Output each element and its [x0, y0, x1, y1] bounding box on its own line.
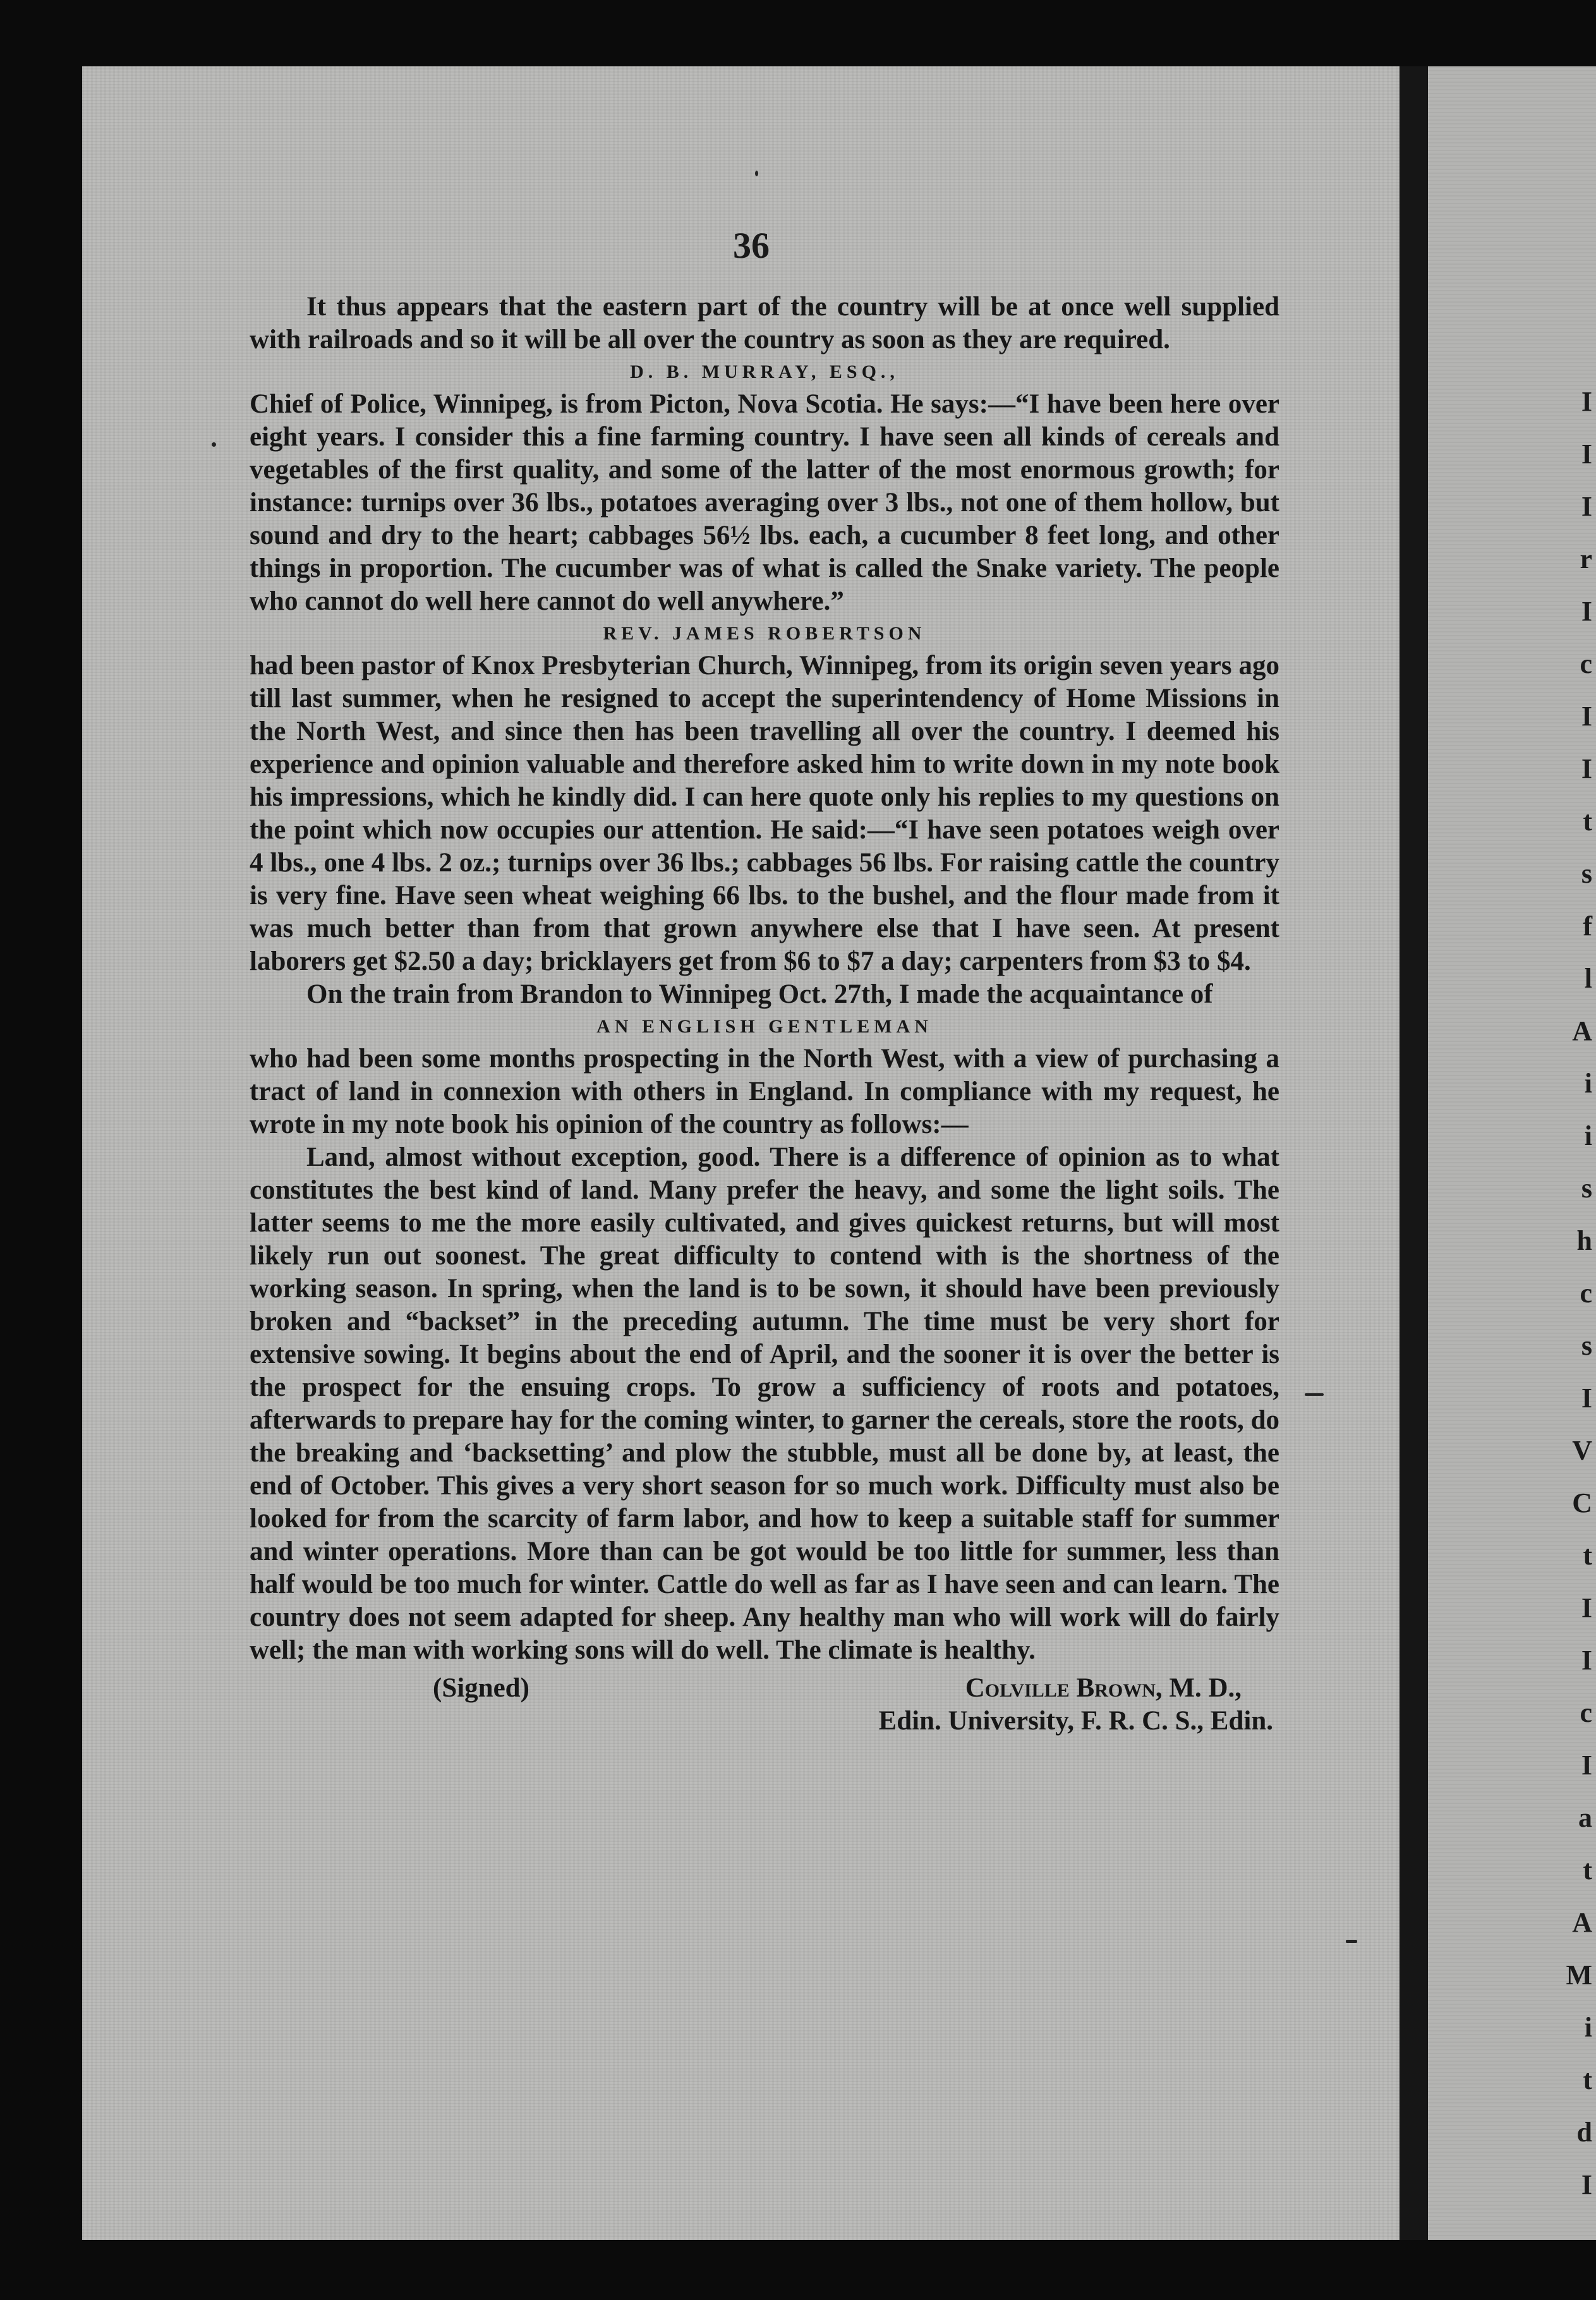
facing-page-letter: I	[1581, 701, 1592, 732]
facing-page-letter: i	[1584, 1068, 1592, 1099]
facing-page-letter: A	[1572, 1015, 1592, 1046]
facing-page-edge	[1428, 66, 1596, 2240]
facing-page-letter: I	[1581, 753, 1592, 784]
facing-page-letter: s	[1581, 858, 1592, 889]
section-heading: REV. JAMES ROBERTSON	[603, 623, 926, 644]
facing-page-letter: a	[1578, 1802, 1592, 1833]
paragraph: had been pastor of Knox Presbyterian Church, Winnipeg, from its origin seven years ago till last summer, when he resigned to accept the superintendency of Home Missions in the North West, and since then has been travelling all over the country. I deemed his experience and opinion valuable and therefore asked him to write down in my note book his impressions, which he kindly did. I can here quote only his replies to my questions on the point which now occupies our attention. He said:—“I have seen potatoes weigh over 4 lbs., one 4 lbs. 2 oz.; turnips over 36 lbs.; cabbages 56 lbs. For raising cattle the country is very fine. Have seen wheat weighing 66 lbs. to the bushel, and the flour made from it was much better than from that grown anywhere else that I have seen. At present laborers get $2.50 a day; bricklayers get from $6 to $7 a day; carpenters from $3 to $4.	[250, 651, 1279, 976]
facing-page-letter: r	[1580, 543, 1592, 574]
facing-page-letter: t	[1583, 1855, 1592, 1885]
signed-label: (Signed)	[433, 1673, 529, 1703]
facing-page-letter: I	[1581, 439, 1592, 469]
facing-page-letter: I	[1581, 1383, 1592, 1413]
paragraph: Chief of Police, Winnipeg, is from Picton, Nova Scotia. He says:—“I have been here over eight years. I consider this a fine farming country. I have seen all kinds of cereals and vegetables of the first quality, and some of the latter of the most enormous growth; for instance: turnips over 36 lbs., potatoes averaging over 3 lbs., not one of them hollow, but sound and dry to the heart; cabbages 56½ lbs. each, a cucumber 8 feet long, and other things in proportion. The cucumber was of what is called the Snake variety. The people who cannot do well here cannot do well anywhere.”	[250, 389, 1279, 616]
print-speck	[212, 442, 216, 447]
facing-page-letter: f	[1583, 911, 1592, 941]
facing-page-letter: I	[1581, 1592, 1592, 1623]
facing-page-letter: I	[1581, 386, 1592, 417]
facing-page-letter: I	[1581, 1645, 1592, 1676]
facing-page-letter: s	[1581, 1330, 1592, 1361]
facing-page-letter: c	[1580, 648, 1592, 679]
signature-block	[250, 1672, 1279, 1741]
signatory-credentials: Edin. University, F. R. C. S., Edin.	[878, 1706, 1273, 1736]
page-number: 36	[733, 225, 770, 266]
facing-page-letter: C	[1572, 1487, 1592, 1518]
pencil-mark	[1305, 1393, 1324, 1396]
paragraph: On the train from Brandon to Winnipeg Oct. 27th, I made the acquaintance of	[306, 979, 1213, 1009]
facing-page-letter: A	[1572, 1907, 1592, 1938]
facing-page-letter: t	[1583, 2064, 1592, 2095]
facing-page-letter: I	[1581, 2169, 1592, 2200]
book-gutter	[1400, 66, 1428, 2240]
facing-page-letter: I	[1581, 596, 1592, 627]
pencil-mark	[1346, 1940, 1357, 1943]
facing-page-letters	[1428, 66, 1596, 2240]
facing-page-letter: I	[1581, 491, 1592, 522]
signatory-name: Colville Brown, M. D.,	[965, 1673, 1242, 1703]
facing-page-letter: i	[1584, 1120, 1592, 1151]
facing-page-letter: I	[1581, 1750, 1592, 1781]
facing-page-letter: c	[1580, 1697, 1592, 1728]
facing-page-letter: d	[1576, 2117, 1592, 2148]
section-heading: D. B. MURRAY, ESQ.,	[630, 361, 899, 382]
facing-page-letter: i	[1584, 2012, 1592, 2043]
section-heading: AN ENGLISH GENTLEMAN	[596, 1016, 933, 1037]
facing-page-letter: c	[1580, 1278, 1592, 1309]
print-speck	[755, 171, 758, 176]
facing-page-letter: M	[1566, 1959, 1592, 1990]
paragraph: who had been some months prospecting in the North West, with a view of purchasing a tract of land in connexion with others in England. In compliance with my request, he wrote in my note book his opinion of the country as follows:—	[250, 1044, 1279, 1139]
paragraph: Land, almost without exception, good. There is a difference of opinion as to what constitutes the best kind of land. Many prefer the heavy, and some the light soils. The latter seems to me the more easily cultivated, and gives quickest returns, but will most likely run out soonest. The great difficulty to contend with is the shortness of the working season. In spring, when the land is to be sown, it should have been previously broken and “backset” in the preceding autumn. The time must be very short for extensive sowing. It begins about the end of April, and the sooner it is over the better is the prospect for the ensuing crops. To grow a sufficiency of roots and potatoes, afterwards to prepare hay for the coming winter, to garner the cereals, store the roots, do the breaking and ‘backsetting’ and plow the stubble, must all be done by, at least, the end of October. This gives a very short season for so much work. Difficulty must also be looked for from the scarcity of farm labor, and how to keep a suitable staff for summer and winter operations. More than can be got would be too little for summer, less than half would be too much for winter. Cattle do well as far as I have seen and can learn. The country does not seem adapted for sheep. Any healthy man who will work will do fairly well; the man with working sons will do well. The climate is healthy.	[250, 1142, 1279, 1665]
facing-page-letter: l	[1584, 963, 1592, 994]
paragraph: It thus appears that the eastern part of the country will be at once well supplied with railroads and so it will be all over the country as soon as they are required.	[250, 292, 1279, 354]
facing-page-letter: t	[1583, 806, 1592, 837]
facing-page-letter: s	[1581, 1173, 1592, 1204]
facing-page-letter: h	[1576, 1225, 1592, 1256]
body-text	[250, 291, 1279, 1741]
facing-page-letter: t	[1583, 1540, 1592, 1571]
facing-page-letter: V	[1572, 1435, 1592, 1466]
